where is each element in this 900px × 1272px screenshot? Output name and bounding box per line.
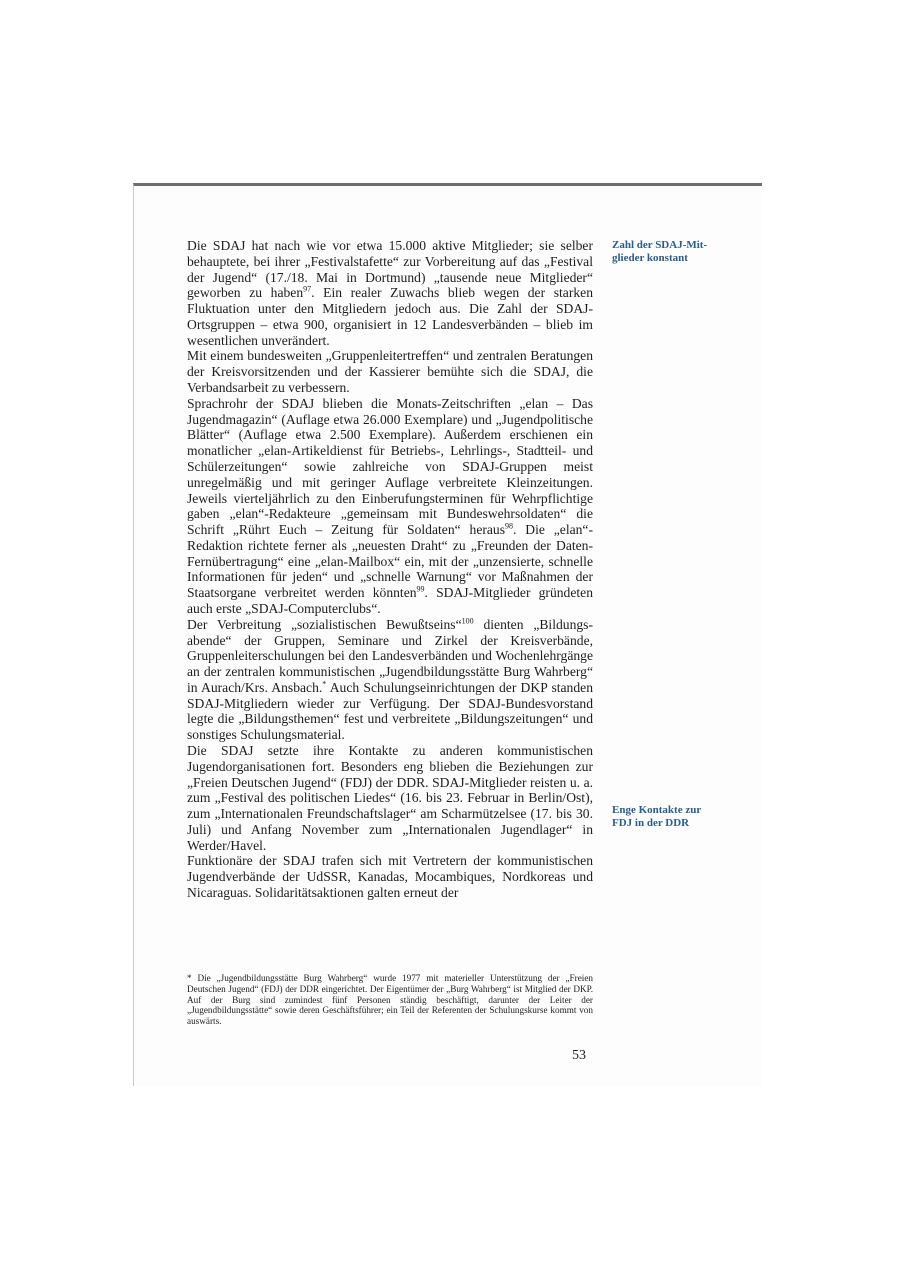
text-span: . Ein realer Zuwachs blieb wegen der starken Fluktuation unter den Mitgliedern jedoch aus. Die Zahl der SDAJ-Ortsgruppen – etwa 900, organisiert in 12 Landesverbänden – blieb im wesentlichen unverändert. bbox=[187, 285, 593, 348]
text-span: Sprachrohr der SDAJ blieben die Monats-Zeitschriften „elan – Das Jugendmagazin“ (Auflage etwa 26.000 Exemplare) und „Jugendpolitische Blätter“ (Auflage etwa 2.500 Exemplare). Außerdem erschienen ein monatlicher „elan-Artikeldienst für Betriebs-, Lehrlings-, Stadtteil- und Schülerzeitungen“ sowie zahlreiche von SDAJ-Gruppen meist unregelmäßig und mit geringer Auflage verbreitete Kleinzeitungen. Jeweils vierteljährlich zu den Einberufungsterminen für Wehrpflichtige gaben „elan“-Redakteure „gemeinsam mit Bundeswehrsoldaten“ die Schrift „Rührt Euch – Zeitung für Soldaten“ heraus bbox=[187, 395, 593, 538]
paragraph-contacts: Die SDAJ setzte ihre Kontakte zu anderen kommunistischen Jugendorganisationen fort. Besonders eng blieben die Beziehungen zur „Freien Deutschen Jugend“ (FDJ) der DDR. SDAJ-Mitglieder reisten u. a. zum „Festival des politischen Liedes“ (16. bis 23. Februar in Berlin/Ost), zum „Internationalen Freundschaftslager“ am Scharmützelsee (17. bis 30. Juli) und Anfang November zum „Internationalen Jugendlager“ in Werder/Havel. bbox=[187, 743, 593, 853]
footnote-text: * Die „Jugendbildungsstätte Burg Wahrberg“ wurde 1977 mit materieller Unterstützung der „Freien Deutschen Jugend“ (FDJ) der DDR eingerichtet. Der Eigentümer der „Burg Wahrberg“ ist Mitglied der DKP. Auf der Burg sind zumindest fünf Personen ständig beschäftigt, darunter der Leiter der „Jugendbildungsstätte“ sowie deren Geschäftsführer; ein Teil der Referenten der Schulungskurse kommt von auswärts. bbox=[187, 973, 593, 1027]
paragraph-functionaries: Funktionäre der SDAJ trafen sich mit Vertretern der kommunistischen Jugendverbände der UdSSR, Kanadas, Mocambiques, Nordkoreas und Nicaraguas. Solidaritätsaktionen galten erneut der bbox=[187, 853, 593, 901]
paragraph-organisation: Mit einem bundesweiten „Gruppenleitertreffen“ und zentralen Beratungen der Kreisvorsitzenden und der Kassierer bemühte sich die SDAJ, die Verbandsarbeit zu verbessern. bbox=[187, 348, 593, 396]
margin-note-membership: Zahl der SDAJ-Mit-glieder konstant bbox=[612, 239, 708, 264]
margin-note-fdj-contacts: Enge Kontakte zur FDJ in der DDR bbox=[612, 804, 702, 829]
page-number: 53 bbox=[572, 1048, 586, 1063]
body-text bbox=[187, 238, 593, 901]
footnote bbox=[187, 973, 593, 1027]
footnote-ref-97: 97 bbox=[303, 284, 312, 294]
text-span: . SDAJ-Mitglieder gründeten auch erste „SDAJ-Computerclubs“. bbox=[187, 585, 593, 616]
text-span: Die SDAJ hat nach wie vor etwa 15.000 aktive Mitglieder; sie selber behauptete, bei ihrer „Festivalstafette“ zur Vorbereitung auf das „Festival der Jugend“ (17./18. Mai in Dortmund) „tausende neue Mitglieder“ geworben zu haben bbox=[187, 238, 593, 301]
text-span: . Die „elan“-Redaktion richtete ferner als „neuesten Draht“ zu „Freunden der Daten-Fernübertragung“ eine „elan-Mailbox“ ein, mit der „unzensierte, schnelle Informationen für jeden“ und „schnelle Warnung“ vor Maßnahmen der Staatsorgane verbreitet werden könnten bbox=[187, 522, 593, 601]
paragraph-membership bbox=[187, 238, 593, 348]
footnote-ref-99: 99 bbox=[416, 584, 425, 594]
text-span: Der Verbreitung „sozialistischen Bewußtseins“ bbox=[187, 616, 462, 632]
paragraph-education bbox=[187, 617, 593, 743]
paragraph-publications bbox=[187, 396, 593, 617]
footnote-ref-98: 98 bbox=[505, 521, 513, 531]
text-span: Auch Schulungseinrichtungen der DKP standen SDAJ-Mitgliedern wieder zur Verfügung. Der SDAJ-Bundesvorstand legte die „Bildungsthemen“ fest und verbreitete „Bildungszeitungen“ und sonstiges Schulungsmaterial. bbox=[187, 679, 593, 743]
footnote-ref-star: * bbox=[322, 679, 327, 689]
footnote-ref-100: 100 bbox=[461, 616, 474, 626]
text-span: dienten „Bildungsabende“ der Gruppen, Seminare und Zirkel der Kreisverbände, Gruppenleiterschulungen bei den Landesverbänden und Wochenlehrgänge an der zentralen kommunistischen „Jugendbildungsstätte Burg Wahrberg“ in Aurach/Krs. Ansbach. bbox=[187, 616, 593, 695]
